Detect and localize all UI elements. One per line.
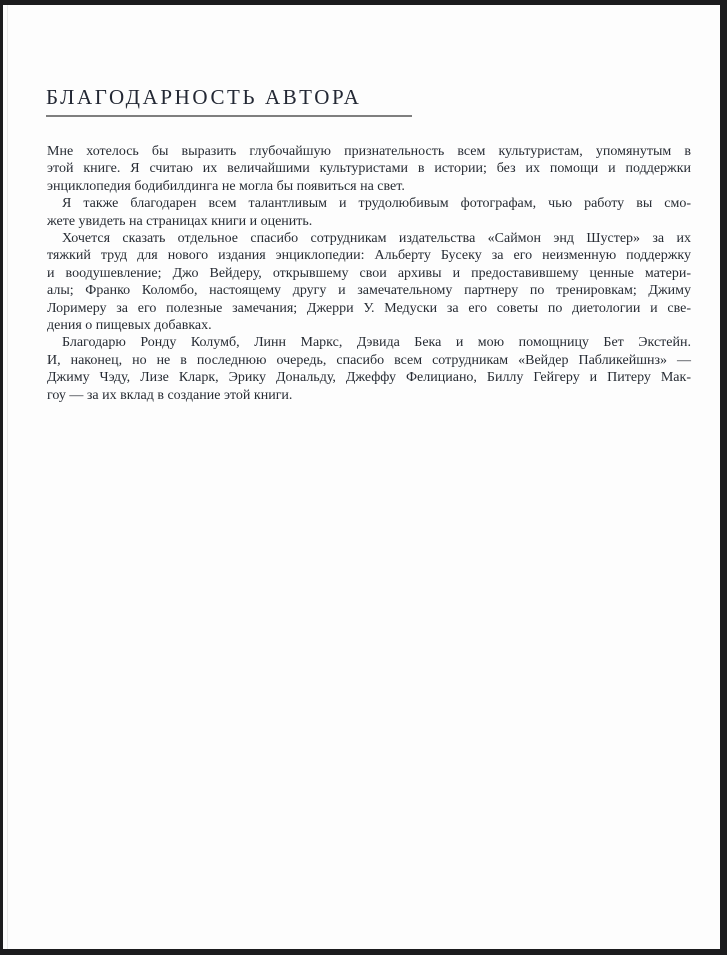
text-line: И, наконец, но не в последнюю очередь, спасибо всем сотрудникам «Вейдер Пабликейшнз» —	[47, 352, 691, 368]
text-line: Хочется сказать отдельное спасибо сотрудникам издательства «Саймон энд Шустер» за их	[62, 231, 691, 247]
text-line: этой книге. Я считаю их величайшими культуристами в истории; без их помощи и поддержки	[47, 161, 691, 177]
chapter-title: БЛАГОДАРНОСТЬ АВТОРА	[46, 85, 362, 109]
text-line: Джиму Чэду, Лизе Кларк, Эрику Дональду, Джеффу Фелициано, Биллу Гейгеру и Питеру Мак-	[47, 370, 691, 386]
text-line: энциклопедия бодибилдинга не могла бы появиться на свет.	[47, 178, 405, 194]
text-line: тяжкий труд для нового издания энциклопедии: Альберту Бусеку за его неизменную поддержку	[47, 248, 691, 264]
text-line: Я также благодарен всем талантливым и трудолюбивым фотографам, чью работу вы смо-	[62, 196, 691, 212]
text-line: и воодушевление; Джо Вейдеру, открывшему свои архивы и предоставившему ценные матери-	[47, 265, 691, 281]
text-line: дения о пищевых добавках.	[47, 318, 212, 334]
paragraph	[47, 143, 691, 195]
text-line: жете увидеть на страницах книги и оценить.	[47, 213, 313, 229]
text-line: Лоримеру за его полезные замечания; Джерри У. Медуски за его советы по диетологии и све-	[47, 300, 691, 316]
paragraph	[47, 195, 691, 230]
text-line: Благодарю Ронду Колумб, Линн Маркс, Дэвида Бека и мою помощницу Бет Экстейн.	[62, 335, 691, 351]
chapter-title-rule	[46, 86, 412, 117]
acknowledgments-text	[47, 143, 691, 404]
scan-artifact-line	[7, 5, 8, 949]
text-line: Мне хотелось бы выразить глубочайшую признательность всем культуристам, упомянутым в	[47, 144, 691, 159]
paragraph	[47, 230, 691, 334]
text-line: гоу — за их вклад в создание этой книги.	[47, 387, 293, 403]
text-line: алы; Франко Коломбо, настоящему другу и замечательному партнеру по тренировкам; Джиму	[47, 283, 691, 299]
paragraph	[47, 334, 691, 404]
